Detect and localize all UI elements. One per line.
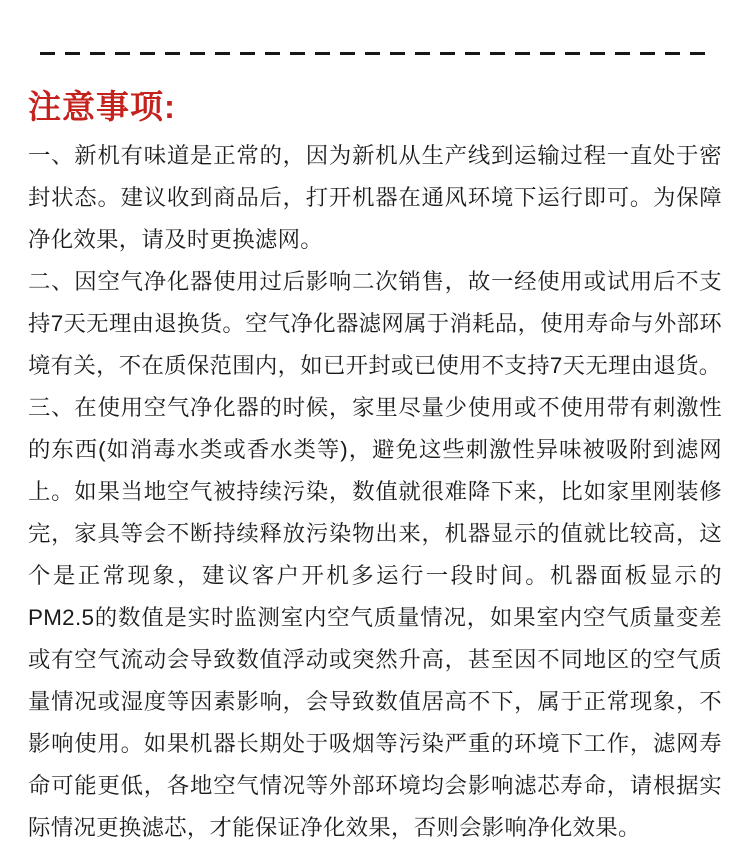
notice-paragraph-1: 一、新机有味道是正常的，因为新机从生产线到运输过程一直处于密封状态。建议收到商品后，打开机器在通风环境下运行即可。为保障净化效果，请及时更换滤网。 (28, 143, 722, 252)
notice-paragraph-2: 二、因空气净化器使用过后影响二次销售，故一经使用或试用后不支持7天无理由退换货。空气净化器滤网属于消耗品，使用寿命与外部环境有关，不在质保范围内，如已开封或已使用不支持7天无理由退货。 (28, 269, 722, 378)
dashed-divider (40, 52, 712, 55)
section-title: 注意事项: (28, 88, 176, 125)
notice-paragraph-3: 三、在使用空气净化器的时候，家里尽量少使用或不使用带有刺激性的东西(如消毒水类或香水类等)，避免这些刺激性异味被吸附到滤网上。如果当地空气被持续污染，数值就很难降下来，比如家里刚装修完，家具等会不断持续释放污染物出来，机器显示的值就比较高，这个是正常现象，建议客户开机多运行一段时间。机器面板显示的PM2.5的数值是实时监测室内空气质量情况，如果室内空气质量变差或有空气流动会导致数值浮动或突然升高，甚至因不同地区的空气质量情况或湿度等因素影响，会导致数值居高不下，属于正常现象，不影响使用。如果机器长期处于吸烟等污染严重的环境下工作，滤网寿命可能更低，各地空气情况等外部环境均会影响滤芯寿命，请根据实际情况更换滤芯，才能保证净化效果，否则会影响净化效果。 (28, 395, 722, 840)
notice-body (28, 135, 722, 849)
